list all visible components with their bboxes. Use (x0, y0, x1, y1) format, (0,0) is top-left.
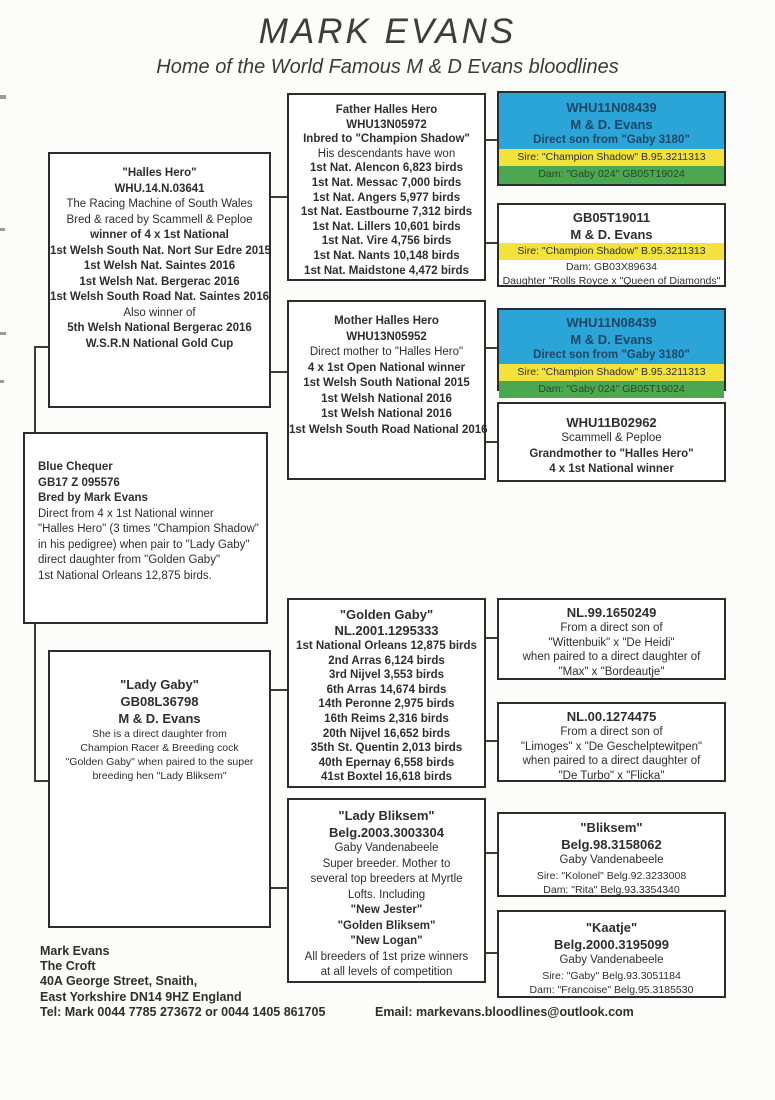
text-line: 1st National Orleans 12,875 birds. (38, 569, 212, 582)
text-line: "Halles Hero" (122, 167, 197, 179)
connector-line (486, 740, 497, 742)
text-line: 3rd Nijvel 3,553 birds (328, 669, 445, 682)
text-line: 1st Nat. Messac 7,000 birds (311, 176, 462, 189)
text-line: winner of 4 x 1st National (90, 229, 229, 241)
connector-line (486, 952, 497, 954)
text-line: 1st Nat. Vire 4,756 birds (321, 235, 452, 248)
text-line: Father Halles Hero (335, 104, 438, 116)
text-line: "Lady Gaby" (120, 677, 199, 692)
text-line: Bred by Mark Evans (38, 492, 148, 504)
connector-line (486, 852, 497, 854)
text-line: Tel: Mark 0044 7785 273672 or 0044 1405 861705 (40, 1004, 326, 1019)
text-line: Inbred to "Champion Shadow" (303, 133, 470, 146)
text-line: Mark Evans (40, 944, 110, 958)
text-line: "Golden Gaby" when paired to the super (65, 756, 254, 768)
text-line: Dam: "Francoise" Belg.95.3185530 (529, 983, 694, 996)
text-line: NL.00.1274475 (566, 709, 657, 724)
text-line: 14th Peronne 2,975 birds (318, 698, 455, 711)
text-line: "Golden Bliksem" (337, 919, 436, 932)
text-line: in his pedigree) when pair to "Lady Gaby" (38, 538, 250, 551)
connector-line (271, 689, 287, 691)
text-line: M & D. Evans (118, 711, 201, 726)
text-line: several top breeders at Myrtle (310, 873, 463, 885)
text-line: M & D. Evans (570, 332, 653, 347)
text-line: breeding hen "Lady Bliksem" (92, 770, 227, 782)
text-line: Gaby Vandenabeele (559, 854, 664, 866)
pedigree-box-gb05t19011 (497, 203, 726, 287)
text-line: GB05T19011 (572, 210, 651, 225)
text-line: Super breeder. Mother to (322, 857, 451, 870)
page-subtitle: Home of the World Famous M & D Evans bloodlines (156, 56, 619, 78)
pedigree-box-mother-halles-hero (287, 300, 486, 480)
text-line: 5th Welsh National Bergerac 2016 (67, 322, 252, 334)
text-line: The Racing Machine of South Wales (66, 198, 253, 210)
text-line: 1st Welsh South National 2015 (303, 377, 470, 389)
pedigree-box-father-halles-hero (287, 93, 486, 281)
text-line: at all levels of competition (320, 966, 453, 978)
pedigree-box-bliksem (497, 812, 726, 897)
text-line: NL.99.1650249 (566, 605, 657, 620)
text-line: Sire: "Champion Shadow" B.95.3211313 (499, 149, 724, 166)
text-line: 1st Welsh South Road National 2016 (289, 423, 488, 436)
pedigree-box-golden-gaby (287, 598, 486, 788)
pedigree-box-kaatje (497, 910, 726, 998)
connector-line (34, 346, 48, 348)
text-line: She is a direct daughter from (92, 728, 227, 740)
text-line: 1st Welsh South Nat. Nort Sur Edre 2015 (50, 244, 271, 257)
text-line: His descendants have won (317, 147, 456, 160)
text-line: when paired to a direct daughter of (522, 651, 701, 664)
text-line: 1st Nat. Nants 10,148 birds (313, 249, 460, 262)
text-line: Belg.2000.3195099 (554, 937, 669, 952)
text-line: 6th Arras 14,674 birds (326, 683, 447, 696)
text-line: 1st Nat. Alencon 6,823 birds (310, 162, 463, 175)
text-line: WHU11N08439 (566, 100, 657, 115)
connector-line (486, 242, 497, 244)
text-line: Belg.98.3158062 (561, 837, 662, 852)
text-line: 16th Reims 2,316 birds (324, 712, 449, 725)
footer-email: Email: markevans.bloodlines@outlook.com (375, 1005, 634, 1019)
connector-line (486, 637, 497, 639)
text-line: Lofts. Including (347, 888, 426, 901)
text-line: "Limoges" x "De Geschelptewitpen" (520, 740, 703, 753)
text-line: direct daughter from "Golden Gaby" (38, 554, 221, 566)
text-line: "Kaatje" (585, 920, 638, 935)
text-line: "Halles Hero" (3 times "Champion Shadow" (38, 523, 259, 535)
connector-line (34, 346, 36, 434)
text-line: 1st Nat. Angers 5,977 birds (312, 191, 461, 204)
text-line: Direct son from "Gaby 3180" (533, 134, 690, 146)
text-line: W.S.R.N National Gold Cup (85, 337, 234, 350)
pedigree-box-halles-hero (48, 152, 271, 408)
text-line: NL.2001.1295333 (334, 623, 439, 638)
text-line: Sire: "Gaby" Belg.93.3051184 (542, 969, 681, 982)
text-line: 35th St. Quentin 2,013 birds (310, 742, 463, 755)
text-line: 1st Welsh South Road Nat. Saintes 2016 (50, 291, 269, 303)
text-line: 20th Nijvel 16,652 birds (322, 727, 451, 740)
text-line: 1st Nat. Maidstone 4,472 birds (304, 264, 469, 277)
text-line: 1st Nat. Eastbourne 7,312 birds (300, 206, 473, 219)
text-line: 1st Welsh Nat. Saintes 2016 (83, 260, 236, 272)
text-line: "De Turbo" x "Flicka" (558, 769, 665, 782)
text-line: Dam: "Gaby 024" GB05T19024 (499, 166, 724, 183)
pedigree-box-whu11n08439-mid (497, 308, 726, 395)
text-line: Sire: "Champion Shadow" B.95.3211313 (499, 243, 724, 260)
pedigree-box-whu11b02962 (497, 402, 726, 482)
text-line: 1st National Orleans 12,875 birds (296, 640, 477, 652)
text-line: WHU13N05972 (346, 118, 427, 131)
text-line: Sire: "Champion Shadow" B.95.3211313 (499, 364, 724, 381)
text-line: Dam: "Gaby 024" GB05T19024 (499, 381, 724, 398)
text-line: Champion Racer & Breeding cock (80, 742, 239, 754)
text-line: 1st Nat. Lillers 10,601 birds (312, 220, 461, 233)
connector-line (486, 347, 497, 349)
scan-artifact (0, 380, 4, 383)
footer-address (40, 944, 325, 1020)
text-line: Also winner of (123, 306, 196, 319)
text-line: WHU11B02962 (566, 415, 657, 430)
text-line: Direct from 4 x 1st National winner (38, 507, 214, 520)
text-line: Direct son from "Gaby 3180" (533, 349, 690, 361)
connector-line (486, 441, 497, 443)
text-line: 4 x 1st Open National winner (307, 361, 466, 374)
pedigree-box-nl00-1274475 (497, 702, 726, 782)
text-line: Gaby Vandenabeele (559, 954, 664, 966)
text-line: GB08L36798 (120, 694, 199, 709)
connector-line (271, 196, 287, 198)
text-line: 41st Boxtel 16,618 birds (320, 771, 453, 784)
text-line: The Croft (40, 959, 96, 974)
text-line: All breeders of 1st prize winners (304, 950, 469, 963)
text-line: GB17 Z 095576 (38, 476, 120, 489)
text-line: "Lady Bliksem" (338, 808, 435, 823)
page-title: MARK EVANS (258, 12, 517, 51)
text-line: "Golden Gaby" (339, 607, 434, 622)
connector-line (271, 371, 287, 373)
text-line: 1st Welsh Nat. Bergerac 2016 (79, 275, 240, 288)
text-line: "New Jester" (350, 904, 423, 916)
text-line: East Yorkshire DN14 9HZ England (40, 989, 242, 1004)
pedigree-box-whu11n08439-top (497, 91, 726, 186)
text-line: "Wittenbuik" x "De Heidi" (548, 636, 675, 649)
text-line: 40th Epernay 6,558 birds (318, 756, 455, 769)
text-line: 4 x 1st National winner (549, 463, 674, 475)
text-line: "New Logan" (350, 935, 423, 947)
text-line: M & D. Evans (570, 227, 653, 242)
scan-artifact (0, 95, 6, 99)
text-line: WHU11N08439 (566, 315, 657, 330)
connector-line (34, 780, 48, 782)
text-line: 1st Welsh National 2016 (321, 392, 452, 405)
text-line: Dam: "Rita" Belg.93.3354340 (543, 883, 680, 896)
text-line: Bred & raced by Scammell & Peploe (66, 213, 253, 226)
text-line: Gaby Vandenabeele (334, 842, 439, 854)
pedigree-box-blue-chequer (23, 432, 268, 624)
text-line: "Bliksem" (580, 820, 643, 835)
text-line: Sire: "Kolonel" Belg.92.3233008 (536, 869, 687, 882)
text-line: when paired to a direct daughter of (522, 755, 701, 768)
text-line: M & D. Evans (570, 117, 653, 132)
text-line: From a direct son of (560, 726, 663, 738)
text-line: 40A George Street, Snaith, (40, 974, 198, 989)
text-line: WHU13N05952 (346, 330, 427, 343)
text-line: Blue Chequer (38, 461, 113, 473)
text-line: Daughter "Rolls Royce x "Queen of Diamonds" (502, 275, 721, 287)
text-line: Grandmother to "Halles Hero" (529, 447, 694, 460)
text-line: 1st Welsh National 2016 (321, 408, 452, 420)
scan-artifact (0, 228, 5, 231)
text-line: From a direct son of (560, 622, 663, 634)
connector-line (486, 139, 497, 141)
text-line: Dam: GB03X89634 (565, 261, 658, 273)
text-line: Direct mother to "Halles Hero" (309, 346, 464, 358)
connector-line (271, 887, 287, 889)
text-line: Mother Halles Hero (334, 315, 439, 327)
pedigree-box-lady-gaby (48, 650, 271, 928)
text-line: 2nd Arras 6,124 birds (328, 654, 445, 667)
text-line: "Max" x "Bordeautje" (558, 665, 665, 678)
connector-line (34, 622, 36, 782)
text-line: Belg.2003.3003304 (329, 825, 444, 840)
text-line: WHU.14.N.03641 (114, 182, 205, 195)
text-line: Scammell & Peploe (561, 432, 662, 444)
scan-artifact (0, 332, 6, 335)
pedigree-box-nl99-1650249 (497, 598, 726, 680)
